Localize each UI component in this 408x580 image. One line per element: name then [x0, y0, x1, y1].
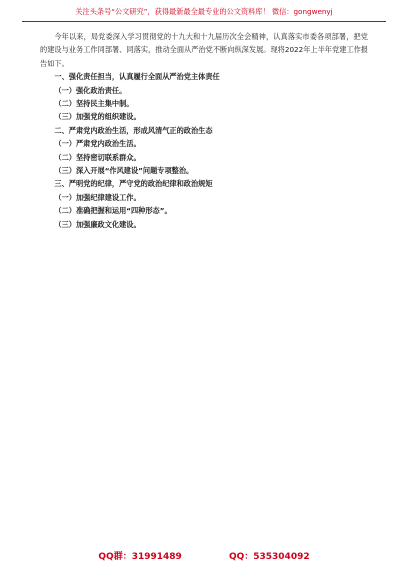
- section-heading: 二、严肃党内政治生活，形成风清气正的政治生态: [54, 125, 213, 135]
- section-heading: （三）加强廉政文化建设。: [54, 219, 141, 229]
- qq-contact: QQ：535304092: [228, 552, 310, 562]
- section-heading: （一）严肃党内政治生活。: [54, 139, 141, 149]
- section-heading: （二）准确把握和运用“四种形态”。: [54, 206, 172, 216]
- section-heading: 一、强化责任担当，认真履行全面从严治党主体责任: [54, 72, 220, 82]
- section-heading: （二）坚持民主集中制。: [54, 99, 134, 109]
- section-heading: 三、严明党的纪律，严守党的政治纪律和政治规矩: [54, 179, 213, 189]
- paragraph: 今年以来，局党委深入学习贯彻党的十九大和十九届历次全会精神，认真落实市委各项部署，把党的建设与业务工作同部署、同落实，推动全面从严治党不断向纵深发展。现将2022年上半年党建工作报告如下。: [40, 32, 368, 68]
- promo-header: 关注头条号“公文研究”，获得最新最全最专业的公文资料库！ 微信：gongwenyj: [75, 7, 333, 16]
- section-heading: （一）强化政治责任。: [54, 85, 127, 95]
- section-heading: （三）加强党的组织建设。: [54, 112, 141, 122]
- section-heading: （三）深入开展“作风建设”问题专项整治。: [54, 166, 194, 176]
- contact-footer: [0, 549, 408, 562]
- header-divider: [22, 21, 386, 22]
- section-heading: （二）坚持密切联系群众。: [54, 152, 141, 162]
- qq-group: QQ群：31991489: [98, 552, 182, 562]
- section-heading: （一）加强纪律建设工作。: [54, 192, 141, 202]
- document-body: [40, 30, 368, 231]
